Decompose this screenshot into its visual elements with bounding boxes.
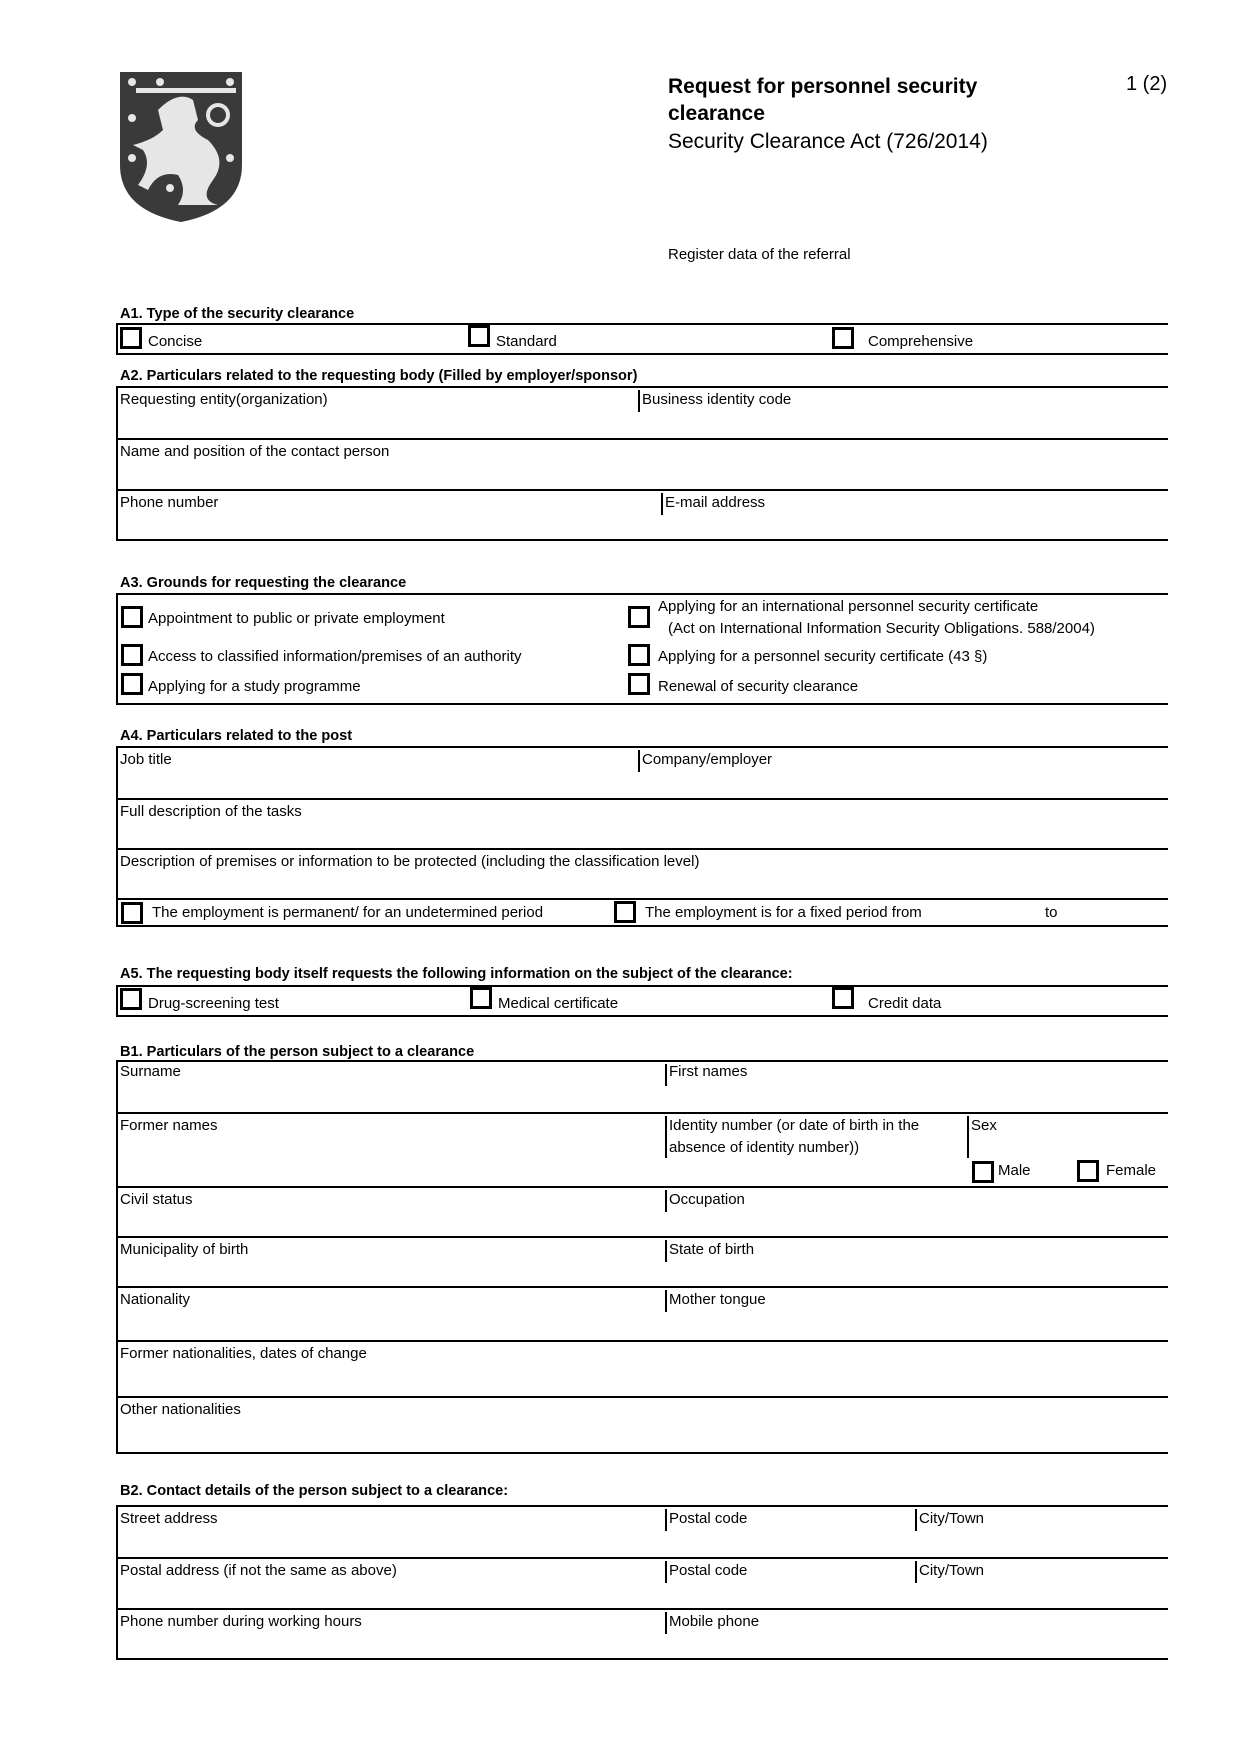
divider — [638, 390, 640, 412]
option-international-certificate-note: (Act on International Information Security Obligations. 588/2004) — [668, 620, 1095, 637]
option-classified-access-label: Access to classified information/premises of an authority — [148, 648, 522, 665]
divider — [665, 1509, 667, 1531]
label-city-2: City/Town — [919, 1562, 985, 1579]
field-postal-address[interactable] — [118, 1557, 1168, 1609]
section-a2-title: A2. Particulars related to the requesting body (Filled by employer/sponsor) — [120, 367, 638, 384]
label-work-phone: Phone number during working hours — [120, 1613, 362, 1630]
divider — [915, 1509, 917, 1531]
section-a2-box — [116, 386, 1168, 541]
checkbox-drug-screening[interactable] — [120, 988, 142, 1010]
label-identity-number-cont: absence of identity number)) — [669, 1139, 860, 1156]
checkbox-concise[interactable] — [120, 327, 142, 349]
field-nationality[interactable] — [118, 1286, 1168, 1342]
label-requesting-entity: Requesting entity(organization) — [120, 391, 328, 408]
field-phone-email[interactable] — [118, 489, 1168, 541]
checkbox-male[interactable] — [972, 1161, 994, 1183]
label-street-address: Street address — [120, 1510, 218, 1527]
field-surname[interactable] — [118, 1062, 1168, 1112]
label-nationality: Nationality — [120, 1291, 191, 1308]
label-to: to — [1045, 904, 1058, 921]
section-a4-title: A4. Particulars related to the post — [120, 727, 353, 744]
section-a5-title: A5. The requesting body itself requests the following information on the subject of the clearance: — [120, 965, 793, 982]
option-permanent-label: The employment is permanent/ for an undetermined period — [152, 904, 544, 921]
label-phone: Phone number — [120, 494, 219, 511]
label-city: City/Town — [919, 1510, 985, 1527]
field-requesting-entity[interactable] — [118, 388, 1168, 438]
divider — [665, 1561, 667, 1583]
field-street-address[interactable] — [118, 1507, 1168, 1557]
section-a4-box — [116, 746, 1168, 927]
label-postal-code: Postal code — [669, 1510, 748, 1527]
label-former-nationalities: Former nationalities, dates of change — [120, 1345, 367, 1362]
divider — [665, 1290, 667, 1312]
label-municipality: Municipality of birth — [120, 1241, 249, 1258]
field-premises[interactable] — [118, 848, 1168, 900]
option-international-certificate-label: Applying for an international personnel security certificate — [658, 598, 1039, 615]
label-email: E-mail address — [665, 494, 766, 511]
section-b1-box — [116, 1060, 1168, 1454]
register-note: Register data of the referral — [668, 246, 851, 263]
option-fixed-period-label: The employment is for a fixed period from — [645, 904, 922, 921]
label-surname: Surname — [120, 1063, 181, 1080]
field-former-names[interactable] — [118, 1112, 1168, 1188]
section-b2-box — [116, 1505, 1168, 1660]
divider — [638, 750, 640, 772]
page-number: 1 (2) — [1126, 73, 1168, 95]
checkbox-international-certificate[interactable] — [628, 606, 650, 628]
label-business-id: Business identity code — [642, 391, 792, 408]
field-phones[interactable] — [118, 1608, 1168, 1660]
option-male-label: Male — [998, 1162, 1031, 1179]
checkbox-standard[interactable] — [468, 325, 490, 347]
section-b1-title: B1. Particulars of the person subject to a clearance — [120, 1043, 475, 1060]
field-former-nationalities[interactable] — [118, 1340, 1168, 1398]
field-contact-person[interactable] — [118, 438, 1168, 490]
option-appointment-label: Appointment to public or private employment — [148, 610, 445, 627]
label-postal-code-2: Postal code — [669, 1562, 748, 1579]
label-identity-number: Identity number (or date of birth in the — [669, 1117, 920, 1134]
label-occupation: Occupation — [669, 1191, 745, 1208]
section-a3-title: A3. Grounds for requesting the clearance — [120, 574, 407, 591]
checkbox-permanent[interactable] — [121, 902, 143, 924]
label-tasks: Full description of the tasks — [120, 803, 302, 820]
divider — [665, 1240, 667, 1262]
option-study-programme-label: Applying for a study programme — [148, 678, 361, 695]
label-first-names: First names — [669, 1063, 748, 1080]
checkbox-comprehensive[interactable] — [832, 327, 854, 349]
option-female-label: Female — [1106, 1162, 1157, 1179]
divider — [915, 1561, 917, 1583]
option-standard-label: Standard — [496, 333, 557, 350]
field-civil-status[interactable] — [118, 1186, 1168, 1238]
label-sex: Sex — [971, 1117, 997, 1134]
label-mother-tongue: Mother tongue — [669, 1291, 766, 1308]
divider — [665, 1116, 667, 1158]
section-a1-title: A1. Type of the security clearance — [120, 305, 355, 322]
section-b2-title: B2. Contact details of the person subject to a clearance: — [120, 1482, 509, 1499]
document-subtitle: Security Clearance Act (726/2014) — [668, 130, 988, 153]
divider — [967, 1116, 969, 1158]
checkbox-personnel-certificate[interactable] — [628, 644, 650, 666]
checkbox-classified-access[interactable] — [121, 644, 143, 666]
checkbox-fixed-period[interactable] — [614, 901, 636, 923]
option-medical-certificate-label: Medical certificate — [498, 995, 619, 1012]
label-premises: Description of premises or information to be protected (including the classification level) — [120, 853, 700, 870]
checkbox-study-programme[interactable] — [121, 673, 143, 695]
section-a1-box — [116, 323, 1168, 355]
document-title: Request for personnel security clearance — [668, 75, 978, 125]
field-tasks[interactable] — [118, 798, 1168, 850]
option-credit-data-label: Credit data — [868, 995, 942, 1012]
divider — [665, 1064, 667, 1086]
divider — [665, 1190, 667, 1212]
coat-of-arms-emblem — [118, 70, 244, 224]
divider — [661, 493, 663, 515]
option-drug-screening-label: Drug-screening test — [148, 995, 279, 1012]
label-other-nationalities: Other nationalities — [120, 1401, 241, 1418]
checkbox-credit-data[interactable] — [832, 987, 854, 1009]
label-job-title: Job title — [120, 751, 172, 768]
section-a5-box — [116, 985, 1168, 1017]
option-concise-label: Concise — [148, 333, 203, 350]
checkbox-medical-certificate[interactable] — [470, 987, 492, 1009]
option-renewal-label: Renewal of security clearance — [658, 678, 859, 695]
option-personnel-certificate-label: Applying for a personnel security certificate (43 §) — [658, 648, 988, 665]
label-contact-person: Name and position of the contact person — [120, 443, 390, 460]
field-municipality[interactable] — [118, 1236, 1168, 1288]
label-postal-address: Postal address (if not the same as above) — [120, 1562, 397, 1579]
section-a3-box — [116, 593, 1168, 705]
checkbox-renewal[interactable] — [628, 673, 650, 695]
option-comprehensive-label: Comprehensive — [868, 333, 974, 350]
checkbox-appointment[interactable] — [121, 606, 143, 628]
divider — [665, 1612, 667, 1634]
label-civil-status: Civil status — [120, 1191, 193, 1208]
label-company: Company/employer — [642, 751, 773, 768]
field-job-title[interactable] — [118, 748, 1168, 798]
field-employment-period — [118, 898, 1168, 927]
field-other-nationalities[interactable] — [118, 1396, 1168, 1454]
label-former-names: Former names — [120, 1117, 218, 1134]
label-state-of-birth: State of birth — [669, 1241, 755, 1258]
checkbox-female[interactable] — [1077, 1160, 1099, 1182]
label-mobile-phone: Mobile phone — [669, 1613, 760, 1630]
